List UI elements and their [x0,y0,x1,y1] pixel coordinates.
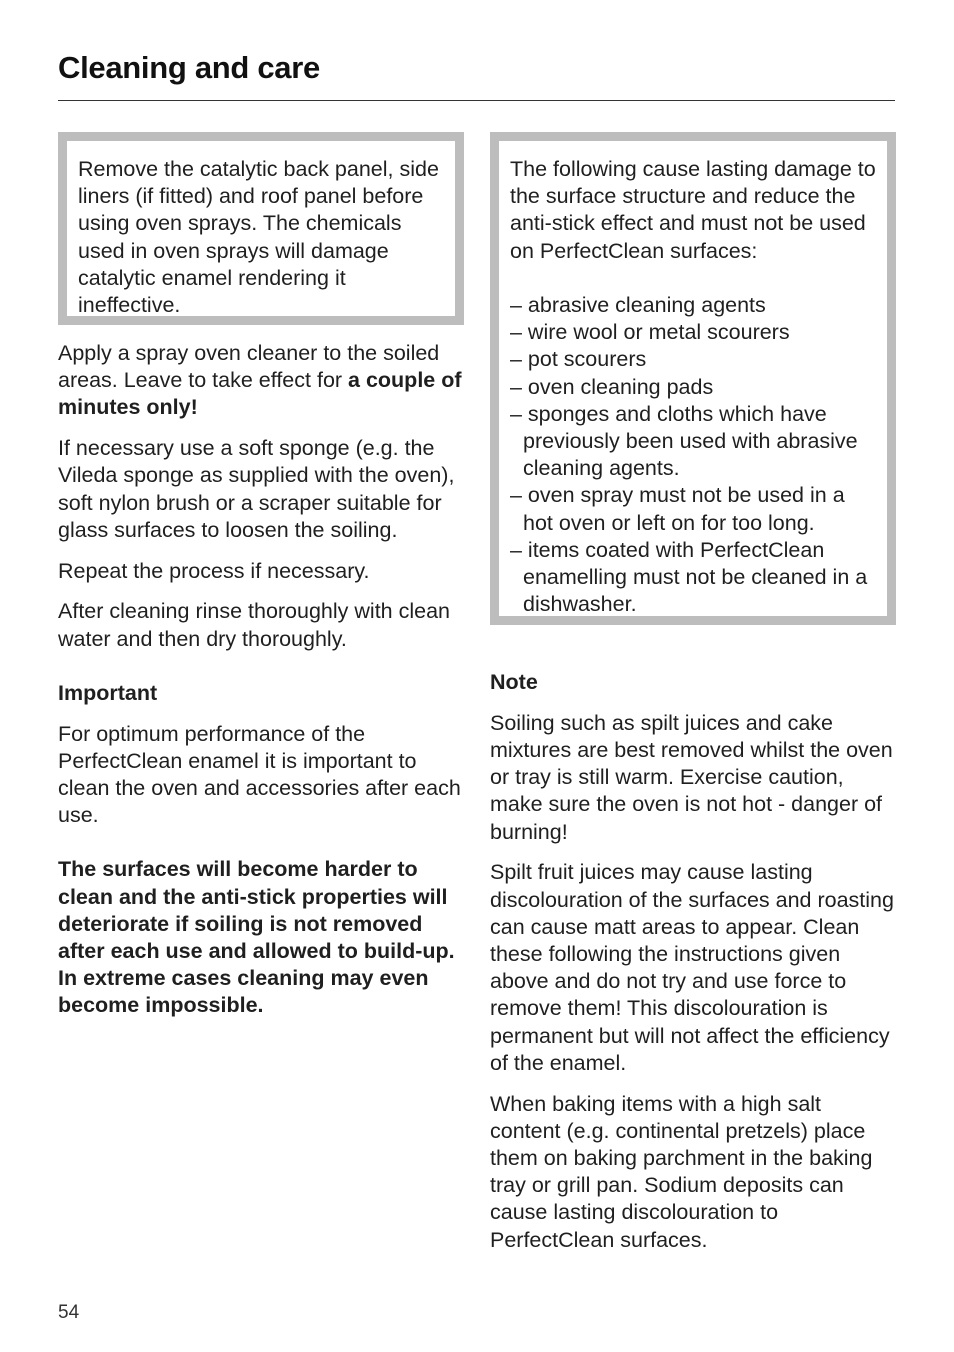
title-divider [58,100,895,101]
spray-instruction-text: Apply a spray oven cleaner to the soiled areas. Leave to take effect for [58,341,440,393]
left-column [58,132,464,1020]
right-column [490,132,896,1254]
note-paragraph-discolouration: Spilt fruit juices may cause lasting discolouration of the surfaces and roasting can cause matt areas to appear. Clean these following the instructions given above and do not try and use force to remove them! This discolouration is permanent but will not affect the efficiency of the enamel. [490,860,894,1075]
perfectclean-warning-intro: The following cause lasting damage to the surface structure and reduce the anti-stick effect and must not be used on PerfectClean surfaces: [510,157,876,263]
list-item: – oven spray must not be used in a hot oven or left on for too long. [510,483,845,535]
catalytic-warning-text: Remove the catalytic back panel, side liners (if fitted) and roof panel before using oven sprays. The chemicals used in oven sprays will damage catalytic enamel rendering it ineffective. [78,157,439,318]
spray-instruction-paragraph [58,340,464,422]
important-paragraph: For optimum performance of the PerfectClean enamel it is important to clean the oven and accessories after each use. [58,721,461,828]
list-item: – sponges and cloths which have previously been used with abrasive cleaning agents. [510,401,858,481]
catalytic-warning-box [58,132,464,325]
list-item: – pot scourers [510,347,647,372]
list-item: – abrasive cleaning agents [510,293,766,317]
note-paragraph-salt: When baking items with a high salt content (e.g. continental pretzels) place them on baking parchment in the baking tray or grill pan. Sodium deposits can cause lasting discolouration to PerfectClean surfaces. [490,1091,873,1252]
note-paragraph-juices: Soiling such as spilt juices and cake mixtures are best removed whilst the oven or tray is still warm. Exercise caution, make sure the oven is not hot - danger of burning! [490,710,893,844]
damage-causes-list [510,292,877,618]
rinse-paragraph: After cleaning rinse thoroughly with clean water and then dry thoroughly. [58,599,450,651]
repeat-paragraph: Repeat the process if necessary. [58,558,370,583]
spray-instruction-emphasis: a couple of minutes only! [58,368,462,420]
note-heading: Note [490,670,538,694]
important-heading: Important [58,680,158,705]
list-item: – wire wool or metal scourers [510,320,790,345]
sponge-paragraph: If necessary use a soft sponge (e.g. the Vileda sponge as supplied with the oven), soft nylon brush or a scraper suitable for glass surfaces to loosen the soiling. [58,436,455,542]
list-item: – items coated with PerfectClean enamelling must not be cleaned in a dishwasher. [510,537,868,617]
perfectclean-warning-box [490,132,896,625]
list-item: – oven cleaning pads [510,374,714,399]
soiling-warning-paragraph: The surfaces will become harder to clean and the anti-stick properties will deteriorate if soiling is not removed after each use and allowed to build-up. In extreme cases cleaning may even become impossible. [58,857,455,1018]
page-number: 54 [58,1302,80,1323]
page-title: Cleaning and care [58,50,320,85]
